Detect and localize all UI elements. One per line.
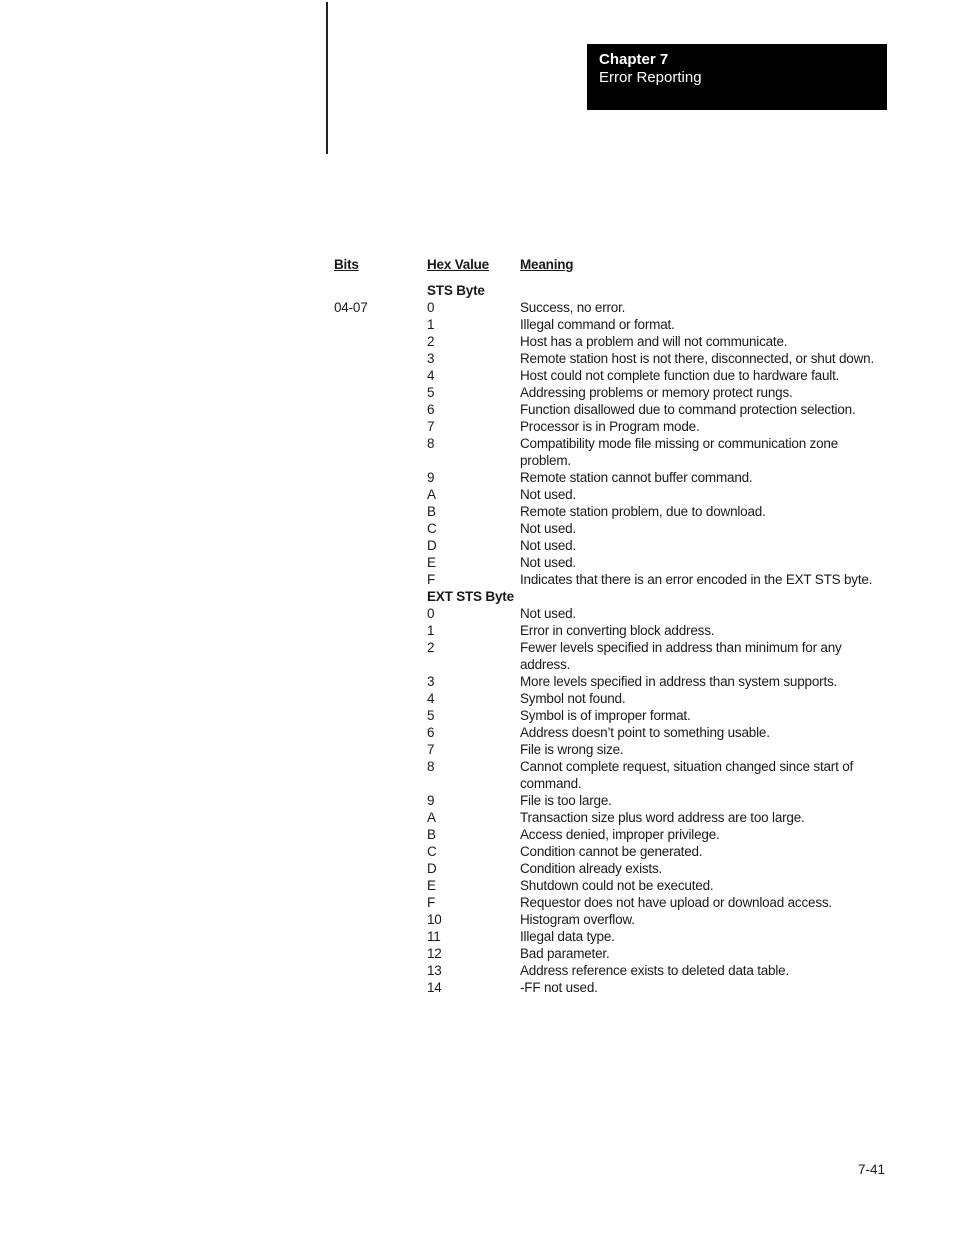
meaning-cell: Condition cannot be generated.	[520, 844, 703, 859]
hex-value-cell: 9	[427, 793, 435, 808]
meaning-cell: Address doesn’t point to something usable.	[520, 725, 770, 740]
section-title: EXT STS Byte	[427, 589, 514, 604]
meaning-cell: Symbol is of improper format.	[520, 708, 691, 723]
bits-cell	[334, 503, 427, 520]
table-row	[334, 333, 879, 350]
hex-value-cell: 4	[427, 368, 435, 383]
hex-value-cell: 5	[427, 708, 435, 723]
meaning-cell: Remote station host is not there, disconnected, or shut down.	[520, 351, 875, 366]
meaning-cell: More levels specified in address than system supports.	[520, 674, 838, 689]
bits-cell	[334, 877, 427, 894]
table-row	[334, 690, 879, 707]
bits-cell	[334, 673, 427, 690]
bits-cell	[334, 367, 427, 384]
meaning-cell: -FF not used.	[520, 980, 598, 995]
hex-value-cell: A	[427, 810, 436, 825]
meaning-cell: Function disallowed due to command protection selection.	[520, 402, 856, 417]
empty-cell	[334, 588, 427, 605]
hex-value-cell: C	[427, 521, 437, 536]
meaning-cell: Indicates that there is an error encoded in the EXT STS byte.	[520, 572, 873, 587]
hex-value-cell: 0	[427, 606, 435, 621]
column-header-hex-value: Hex Value	[427, 257, 489, 272]
hex-value-cell: 6	[427, 725, 435, 740]
meaning-cell: Symbol not found.	[520, 691, 626, 706]
meaning-cell: Remote station cannot buffer command.	[520, 470, 753, 485]
empty-cell	[520, 282, 879, 299]
hex-value-cell: 7	[427, 742, 435, 757]
meaning-cell: Histogram overflow.	[520, 912, 635, 927]
table-row	[334, 707, 879, 724]
bits-cell	[334, 622, 427, 639]
table-row	[334, 639, 879, 673]
hex-value-cell: 5	[427, 385, 435, 400]
hex-value-cell: A	[427, 487, 436, 502]
bits-cell	[334, 911, 427, 928]
bits-cell	[334, 316, 427, 333]
bits-cell	[334, 384, 427, 401]
table-row	[334, 945, 879, 962]
meaning-cell: Access denied, improper privilege.	[520, 827, 720, 842]
bits-cell	[334, 486, 427, 503]
table-row	[334, 826, 879, 843]
hex-value-cell: 0	[427, 300, 435, 315]
table-row	[334, 928, 879, 945]
bits-cell	[334, 945, 427, 962]
section-header-row	[334, 588, 879, 605]
table-row	[334, 520, 879, 537]
hex-value-cell: 7	[427, 419, 435, 434]
bits-cell	[334, 792, 427, 809]
hex-value-cell: F	[427, 895, 436, 910]
bits-cell	[334, 435, 427, 469]
meaning-cell: Requestor does not have upload or download access.	[520, 895, 832, 910]
table-row	[334, 911, 879, 928]
table-header-row	[334, 256, 879, 273]
meaning-cell: Illegal data type.	[520, 929, 615, 944]
meaning-cell: Not used.	[520, 521, 576, 536]
table-row	[334, 724, 879, 741]
bits-cell	[334, 537, 427, 554]
meaning-cell: Host could not complete function due to hardware fault.	[520, 368, 840, 383]
bits-cell	[334, 554, 427, 571]
hex-value-cell: D	[427, 861, 437, 876]
hex-value-cell: 6	[427, 402, 435, 417]
bits-cell	[334, 639, 427, 673]
meaning-cell: Shutdown could not be executed.	[520, 878, 714, 893]
table-row	[334, 894, 879, 911]
chapter-title: Error Reporting	[599, 69, 702, 86]
meaning-cell: Processor is in Program mode.	[520, 419, 700, 434]
bits-cell	[334, 469, 427, 486]
bits-cell	[334, 707, 427, 724]
meaning-cell: Address reference exists to deleted data table.	[520, 963, 790, 978]
hex-value-cell: 9	[427, 470, 435, 485]
meaning-cell: Compatibility mode file missing or communication zone problem.	[520, 436, 839, 468]
hex-value-cell: 3	[427, 351, 435, 366]
meaning-cell: Not used.	[520, 606, 576, 621]
hex-value-cell: E	[427, 878, 436, 893]
bits-cell	[334, 809, 427, 826]
hex-value-cell: 12	[427, 946, 442, 961]
bits-cell	[334, 928, 427, 945]
hex-value-cell: 8	[427, 436, 435, 451]
bits-cell	[334, 979, 427, 996]
bits-cell	[334, 724, 427, 741]
hex-value-cell: B	[427, 827, 436, 842]
table-row	[334, 384, 879, 401]
hex-value-cell: C	[427, 844, 437, 859]
hex-value-cell: D	[427, 538, 437, 553]
meaning-cell: Error in converting block address.	[520, 623, 715, 638]
table-row	[334, 571, 879, 588]
hex-value-cell: E	[427, 555, 436, 570]
meaning-cell: Transaction size plus word address are too large.	[520, 810, 805, 825]
bits-cell	[334, 571, 427, 588]
bits-cell	[334, 401, 427, 418]
table-row	[334, 316, 879, 333]
table-row	[334, 554, 879, 571]
bits-cell	[334, 418, 427, 435]
bits-cell	[334, 333, 427, 350]
hex-value-cell: 1	[427, 623, 435, 638]
hex-value-cell: 2	[427, 640, 435, 655]
section-title: STS Byte	[427, 283, 485, 298]
meaning-cell: Illegal command or format.	[520, 317, 675, 332]
bits-cell	[334, 741, 427, 758]
column-header-bits: Bits	[334, 257, 359, 272]
meaning-cell: File is too large.	[520, 793, 612, 808]
table-row	[334, 350, 879, 367]
table-row	[334, 860, 879, 877]
margin-rule	[326, 2, 328, 154]
bits-cell	[334, 520, 427, 537]
meaning-cell: Host has a problem and will not communicate.	[520, 334, 788, 349]
table-row	[334, 367, 879, 384]
table-row	[334, 809, 879, 826]
column-header-meaning: Meaning	[520, 257, 574, 272]
hex-value-cell: B	[427, 504, 436, 519]
table-row	[334, 979, 879, 996]
table-row	[334, 605, 879, 622]
bits-cell: 04-07	[334, 300, 368, 315]
bits-cell	[334, 860, 427, 877]
hex-value-cell: 8	[427, 759, 435, 774]
chapter-label: Chapter 7	[599, 51, 669, 68]
table-row	[334, 758, 879, 792]
hex-value-cell: 10	[427, 912, 442, 927]
bits-cell	[334, 690, 427, 707]
table-row	[334, 877, 879, 894]
page-number: 7-41	[858, 1162, 886, 1177]
bits-cell	[334, 350, 427, 367]
meaning-cell: Remote station problem, due to download.	[520, 504, 766, 519]
hex-value-cell: 11	[427, 929, 441, 944]
meaning-cell: Bad parameter.	[520, 946, 610, 961]
bits-cell	[334, 894, 427, 911]
bits-cell	[334, 758, 427, 792]
table-row	[334, 622, 879, 639]
meaning-cell: Addressing problems or memory protect rungs.	[520, 385, 793, 400]
hex-value-cell: 3	[427, 674, 435, 689]
meaning-cell: File is wrong size.	[520, 742, 624, 757]
table-row	[334, 503, 879, 520]
table-row	[334, 792, 879, 809]
bits-cell	[334, 843, 427, 860]
hex-value-cell: 2	[427, 334, 435, 349]
hex-value-cell: F	[427, 572, 436, 587]
bits-cell	[334, 826, 427, 843]
meaning-cell: Not used.	[520, 538, 576, 553]
table-row	[334, 486, 879, 503]
meaning-cell: Not used.	[520, 555, 576, 570]
table-row	[334, 299, 879, 316]
meaning-cell: Success, no error.	[520, 300, 626, 315]
meaning-cell: Condition already exists.	[520, 861, 663, 876]
table-row	[334, 401, 879, 418]
chapter-header	[587, 44, 887, 110]
table-row	[334, 962, 879, 979]
meaning-cell: Cannot complete request, situation changed since start of command.	[520, 759, 854, 791]
hex-value-cell: 14	[427, 980, 442, 995]
hex-value-cell: 1	[427, 317, 435, 332]
empty-cell	[520, 588, 879, 605]
table-row	[334, 673, 879, 690]
empty-cell	[334, 282, 427, 299]
error-code-table	[334, 256, 879, 996]
section-header-row	[334, 282, 879, 299]
bits-cell	[334, 605, 427, 622]
meaning-cell: Fewer levels specified in address than minimum for any address.	[520, 640, 842, 672]
table-row	[334, 537, 879, 554]
meaning-cell: Not used.	[520, 487, 576, 502]
table-row	[334, 435, 879, 469]
table-row	[334, 469, 879, 486]
table-row	[334, 741, 879, 758]
bits-cell	[334, 962, 427, 979]
table-row	[334, 843, 879, 860]
table-row	[334, 418, 879, 435]
hex-value-cell: 4	[427, 691, 435, 706]
hex-value-cell: 13	[427, 963, 442, 978]
